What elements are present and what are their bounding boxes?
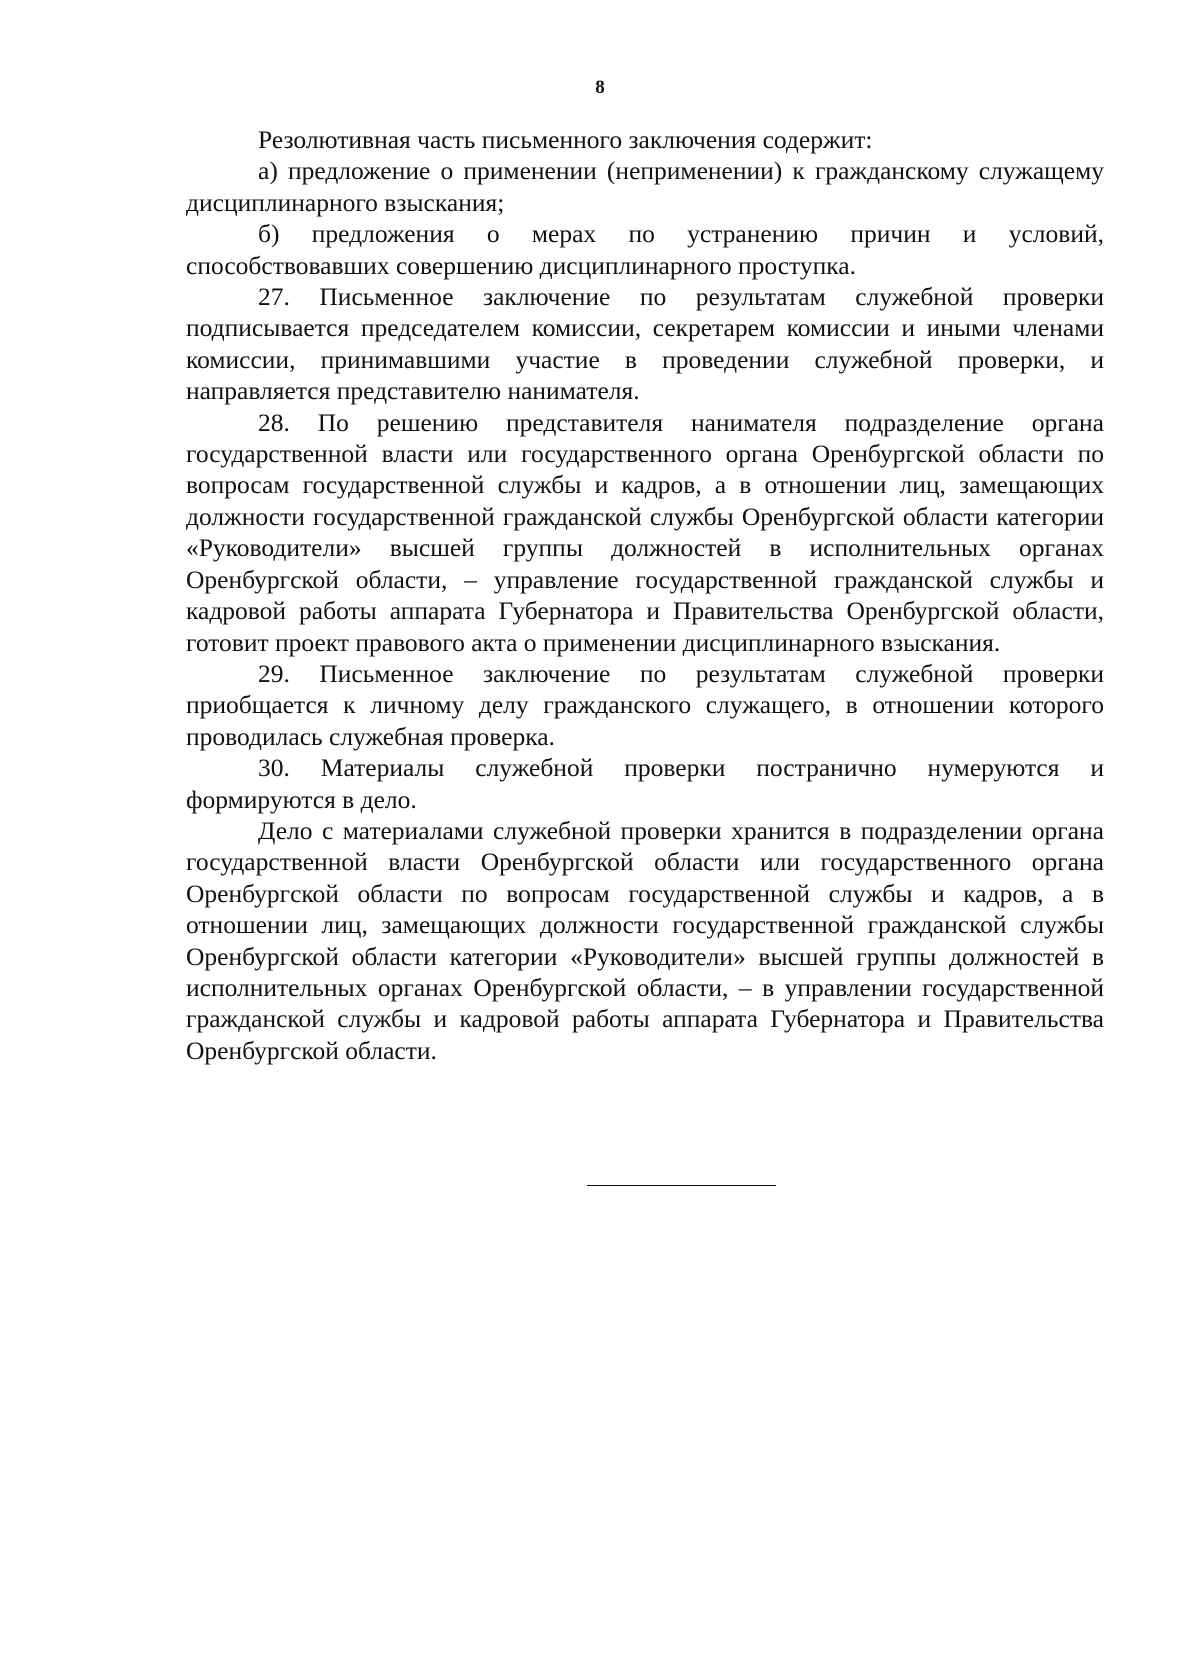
paragraph-30: 30. Материалы служебной проверки постранично нумеруются и формируются в дело. <box>186 753 1104 814</box>
paragraph-28: 28. По решению представителя нанимателя подразделение органа государственной власти или государственного органа Оренбургской области по вопросам государственной службы и кадров, а в отношении лиц, замещающих должности государственной гражданской службы Оренбургской области категории «Руководители» высшей группы должностей в исполнительных органах Оренбургской области, – управление государственной гражданской службы и кадровой работы аппарата Губернатора и Правительства Оренбургской области, готовит проект правового акта о применении дисциплинарного взыскания. <box>186 407 1104 657</box>
paragraph-item-a: а) предложение о применении (неприменении) к гражданскому служащему дисциплинарного взыскания; <box>186 156 1104 217</box>
paragraph-27: 27. Письменное заключение по результатам служебной проверки подписывается председателем комиссии, секретарем комиссии и иными членами комиссии, принимавшими участие в проведении служебной проверки, и направляется представителю нанимателя. <box>186 282 1104 406</box>
paragraph-case-storage: Дело с материалами служебной проверки хранится в подразделении органа государственной власти Оренбургской области или государственного органа Оренбургской области по вопросам государственной службы и кадров, а в отношении лиц, замещающих должности государственной гражданской службы Оренбургской области категории «Руководители» высшей группы должностей в исполнительных органах Оренбургской области, – в управлении государственной гражданской службы и кадровой работы аппарата Губернатора и Правительства Оренбургской области. <box>186 815 1104 1065</box>
end-separator-line <box>587 1185 776 1186</box>
document-body <box>186 124 1104 1066</box>
paragraph-29: 29. Письменное заключение по результатам служебной проверки приобщается к личному делу гражданского служащего, в отношении которого проводилась служебная проверка. <box>186 658 1104 751</box>
page-number: 8 <box>595 77 605 98</box>
paragraph-resolution-intro: Резолютивная часть письменного заключения содержит: <box>258 125 873 154</box>
paragraph-item-b: б) предложения о мерах по устранению причин и условий, способствовавших совершению дисциплинарного проступка. <box>186 219 1104 280</box>
